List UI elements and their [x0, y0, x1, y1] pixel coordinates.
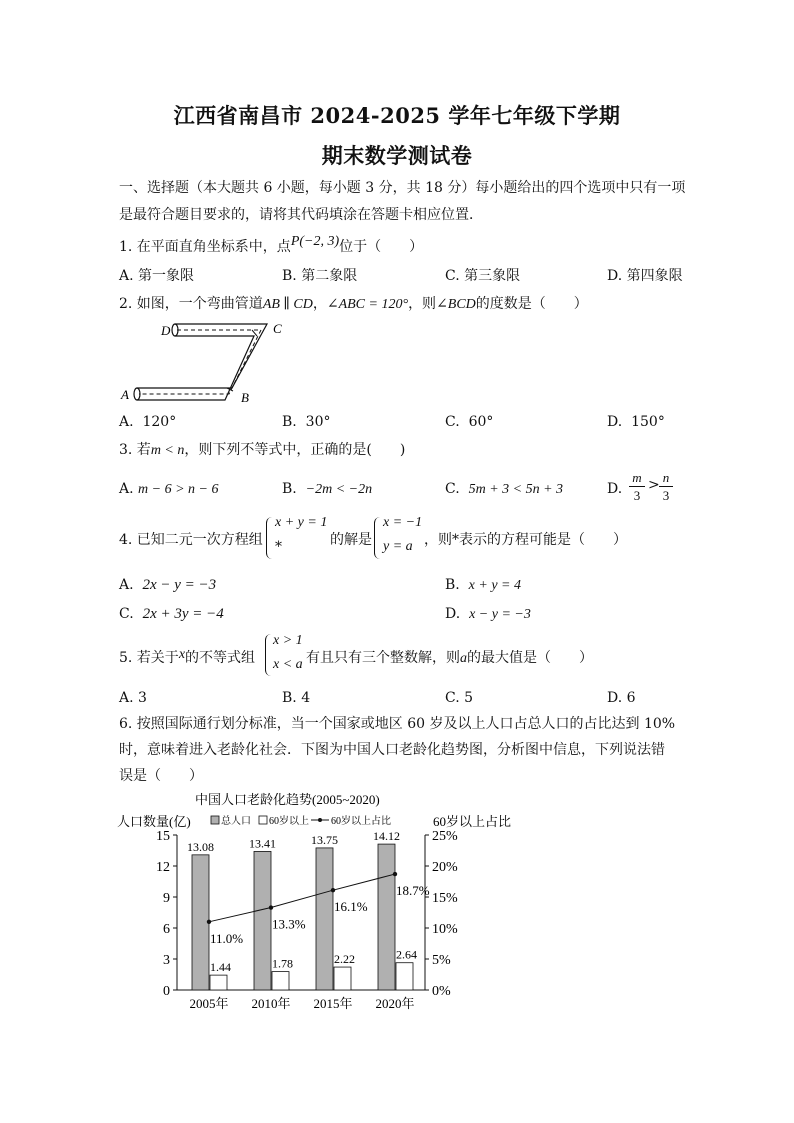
q6-line1: 6. 按照国际通行划分标准，当一个国家或地区 60 岁及以上人口占总人口的占比达到 10% [119, 716, 676, 732]
legend-marker-ratio [318, 818, 322, 822]
pipe-figure [115, 318, 295, 408]
bar-60plus-population [396, 963, 413, 990]
q4-brace-1 [266, 517, 273, 559]
q4-option-a[interactable]: A. 2x − y = −3 [119, 577, 217, 593]
q1-option-a[interactable]: A. 第一象限 [119, 268, 195, 284]
y2-tick-label: 0% [432, 984, 451, 999]
ratio-line [209, 874, 395, 922]
ratio-point [207, 920, 211, 924]
aging-trend-chart [115, 790, 515, 1020]
q3-d-fracbar1 [629, 486, 645, 487]
q6-line2: 时，意味着进入老龄化社会．下图为中国人口老龄化趋势图，分析图中信息，下列说法错 [119, 742, 665, 758]
y-tick-label: 0 [163, 984, 170, 999]
question-5: 5. 若关于x的不等式组 [119, 647, 256, 666]
bar-60plus-population [334, 967, 351, 990]
q3-d-num1: m [632, 470, 642, 485]
legend-label-ratio: 60岁以上占比 [331, 816, 391, 827]
q4-sys1-line1: x + y = 1 [275, 515, 328, 530]
q1-option-d[interactable]: D. 第四象限 [607, 268, 683, 284]
q3-d-den1: 3 [633, 488, 641, 503]
bar-60plus-population [272, 972, 289, 990]
bar-total-population [254, 851, 271, 990]
label-b: B [241, 390, 249, 405]
bar-60plus-label: 1.44 [210, 960, 231, 975]
label-c: C [273, 321, 282, 336]
y-tick-label: 3 [163, 953, 170, 968]
ratio-point [393, 872, 397, 876]
legend-label-60plus: 60岁以上 [269, 816, 309, 827]
q4-sys2-line1: x = −1 [383, 515, 423, 530]
label-d: D [161, 323, 171, 338]
bar-60plus-label: 2.64 [396, 947, 417, 962]
q4-option-c[interactable]: C. 2x + 3y = −4 [119, 606, 224, 622]
y-tick-label: 9 [163, 891, 170, 906]
q6-line3: 误是（ ） [119, 768, 203, 784]
section-intro-line2: 是最符合题目要求的，请将其代码填涂在答题卡相应位置． [119, 207, 483, 223]
q3-option-c[interactable]: C. 5m + 3 < 5n + 3 [445, 481, 564, 497]
legend-label-total: 总人口 [221, 816, 251, 827]
x-tick-label: 2010年 [251, 996, 291, 1011]
legend-swatch-total [211, 816, 219, 824]
bar-total-label: 13.08 [187, 839, 214, 854]
pipe-lower-wall [137, 336, 254, 400]
q5-option-c[interactable]: C. 5 [445, 690, 474, 706]
paper-title-line2: 期末数学测试卷 [321, 143, 473, 168]
q4-brace-2 [374, 517, 381, 559]
y-tick-label: 15 [156, 829, 170, 844]
question-2: 2. 如图，一个弯曲管道AB ∥ CD，∠ABC = 120°，则∠BCD的度数是（ ） [119, 296, 588, 312]
bar-total-label: 14.12 [373, 829, 400, 844]
q1-suffix: 位于（ ） [339, 239, 424, 255]
bar-total-population [378, 844, 395, 990]
question-1 [119, 234, 424, 258]
q3-d-den2: 3 [662, 488, 670, 503]
y2-axis-label: 60岁以上占比 [433, 814, 512, 829]
q3-option-d[interactable]: D. [607, 481, 623, 497]
x-tick-label: 2020年 [375, 996, 415, 1011]
q2-option-d[interactable]: D. 150° [607, 414, 665, 430]
q3-d-num2: n [662, 470, 670, 485]
q5-option-d[interactable]: D. 6 [607, 690, 636, 706]
legend-swatch-60plus [259, 816, 267, 824]
chart-title: 中国人口老龄化趋势(2005~2020) [195, 792, 380, 807]
chart-svg [115, 790, 515, 1020]
section-intro-line1: 一、选择题（本大题共 6 小题，每小题 3 分，共 18 分）每小题给出的四个选项中只有一项 [119, 180, 686, 196]
y-axis-label: 人口数量(亿) [117, 814, 191, 829]
ratio-point [331, 888, 335, 892]
ratio-label: 18.7% [396, 883, 430, 899]
ratio-point [269, 905, 273, 909]
question-3: 3. 若m < n，则下列不等式中，正确的是( ) [119, 442, 406, 458]
y2-tick-label: 20% [432, 860, 458, 875]
q5-option-a[interactable]: A. 3 [119, 690, 147, 706]
paper-title-line1: 江西省南昌市 2024-2025 学年七年级下学期 [173, 103, 621, 128]
bar-total-label: 13.75 [311, 832, 338, 847]
q2-option-c[interactable]: C. 60° [445, 414, 494, 430]
y2-tick-label: 10% [432, 922, 458, 937]
bar-total-label: 13.41 [249, 836, 276, 851]
bar-60plus-population [210, 975, 227, 990]
x-tick-label: 2005年 [189, 996, 229, 1011]
q5-tail: 有且只有三个整数解，则a的最大值是（ ） [306, 650, 593, 666]
y-tick-label: 12 [156, 860, 170, 875]
bar-total-population [192, 855, 209, 990]
y2-tick-label: 5% [432, 953, 451, 968]
label-a: A [121, 387, 129, 402]
q3-d-fracbar2 [659, 486, 673, 487]
y2-tick-label: 15% [432, 891, 458, 906]
q5-option-b[interactable]: B. 4 [282, 690, 311, 706]
q4-prefix: 4. 已知二元一次方程组 [119, 532, 263, 548]
q4-option-d[interactable]: D. x − y = −3 [445, 606, 531, 622]
q1-point: P(−2, 3) [290, 234, 340, 249]
q1-option-c[interactable]: C. 第三象限 [445, 268, 521, 284]
q5-sys-line1: x > 1 [273, 633, 303, 648]
q2-option-a[interactable]: A. 120° [119, 414, 177, 430]
x-tick-label: 2015年 [313, 996, 353, 1011]
bar-60plus-label: 1.78 [272, 956, 293, 971]
q5-sys-line2: x < a [273, 657, 303, 672]
ratio-label: 16.1% [334, 899, 368, 915]
bar-60plus-label: 2.22 [334, 952, 355, 967]
q4-sys2-line2: y = a [383, 539, 413, 554]
q3-option-b[interactable]: B. −2m < −2n [282, 481, 373, 497]
bar-total-population [316, 848, 333, 990]
q4-suffix: ，则*表示的方程可能是（ ） [424, 532, 627, 548]
y-tick-label: 6 [163, 922, 170, 937]
q5-brace [265, 634, 272, 676]
q4-sys1-line2: * [275, 539, 282, 555]
q4-option-b[interactable]: B. x + y = 4 [445, 577, 521, 593]
q1-option-b[interactable]: B. 第二象限 [282, 268, 358, 284]
q3-d-rel: > [648, 477, 660, 493]
q2-option-b[interactable]: B. 30° [282, 414, 331, 430]
q1-prefix: 1. 在平面直角坐标系中，点 [119, 239, 291, 255]
y2-tick-label: 25% [432, 829, 458, 844]
q4-mid: 的解是 [330, 532, 372, 548]
ratio-label: 11.0% [210, 930, 244, 946]
q3-option-a[interactable]: A. m − 6 > n − 6 [119, 481, 219, 497]
ratio-label: 13.3% [272, 916, 306, 932]
